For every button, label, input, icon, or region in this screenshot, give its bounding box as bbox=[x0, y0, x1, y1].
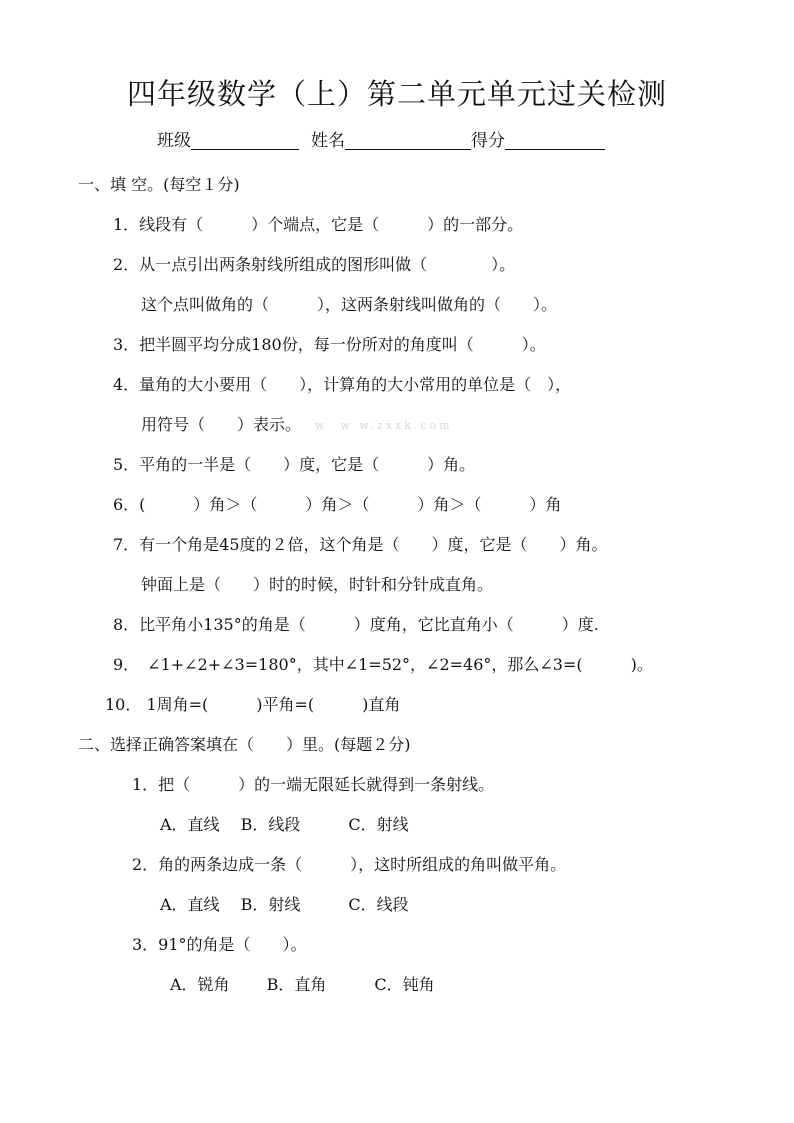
question-2-1-options: A．直线 B．线段 C．射线 bbox=[160, 815, 409, 834]
question-1-4-continued: 用符号（ ）表示。 bbox=[141, 415, 302, 434]
question-1-1: 1．线段有（ ）个端点，它是（ ）的一部分。 bbox=[113, 215, 524, 234]
name-label: 姓名 bbox=[311, 131, 345, 151]
class-label: 班级 bbox=[157, 131, 191, 151]
question-1-6: 6．( ）角＞（ ）角＞（ ）角＞（ ）角 bbox=[113, 495, 562, 514]
question-2-2-options: A．直线 B．射线 C．线段 bbox=[160, 895, 409, 914]
question-1-9: 9． ∠1+∠2+∠3=180°，其中∠1=52°，∠2=46°，那么∠3=( )。 bbox=[113, 655, 653, 674]
question-2-1: 1．把（ ）的一端无限延长就得到一条射线。 bbox=[132, 775, 495, 794]
question-2-2: 2．角的两条边成一条（ ），这时所组成的角叫做平角。 bbox=[132, 855, 567, 874]
question-1-2: 2．从一点引出两条射线所组成的图形叫做（ ）。 bbox=[113, 255, 516, 274]
page-title: 四年级数学（上）第二单元单元过关检测 bbox=[126, 77, 667, 111]
question-1-4: 4．量角的大小要用（ ），计算角的大小常用的单位是（ ）， bbox=[113, 375, 572, 394]
name-blank[interactable] bbox=[345, 132, 471, 150]
question-1-7: 7．有一个角是45度的２倍，这个角是（ ）度，它是（ ）角。 bbox=[113, 535, 608, 554]
question-2-3: 3．91°的角是（ ）。 bbox=[132, 935, 307, 954]
question-1-2-continued: 这个点叫做角的（ ），这两条射线叫做角的（ ）。 bbox=[141, 295, 558, 314]
watermark: w w w.zxxk.com bbox=[315, 419, 453, 432]
score-blank[interactable] bbox=[505, 132, 605, 150]
student-info-row bbox=[157, 132, 605, 150]
score-label: 得分 bbox=[471, 131, 505, 151]
question-1-10: 10． 1周角=( )平角=( )直角 bbox=[105, 695, 401, 714]
question-1-5: 5．平角的一半是（ ）度，它是（ ）角。 bbox=[113, 455, 476, 474]
question-1-7-continued: 钟面上是（ ）时的时候，时针和分针成直角。 bbox=[141, 575, 494, 594]
question-1-3: 3．把半圆平均分成180份，每一份所对的角度叫（ ）。 bbox=[113, 335, 546, 354]
class-blank[interactable] bbox=[191, 132, 299, 150]
question-2-3-options: A．锐角 B．直角 C．钝角 bbox=[170, 975, 435, 994]
question-1-8: 8．比平角小135°的角是（ ）度角，它比直角小（ ）度. bbox=[113, 615, 599, 634]
section-2-heading: 二、选择正确答案填在（ ）里。(每题２分) bbox=[78, 735, 411, 754]
section-1-heading: 一、填 空。(每空１分) bbox=[78, 175, 240, 194]
